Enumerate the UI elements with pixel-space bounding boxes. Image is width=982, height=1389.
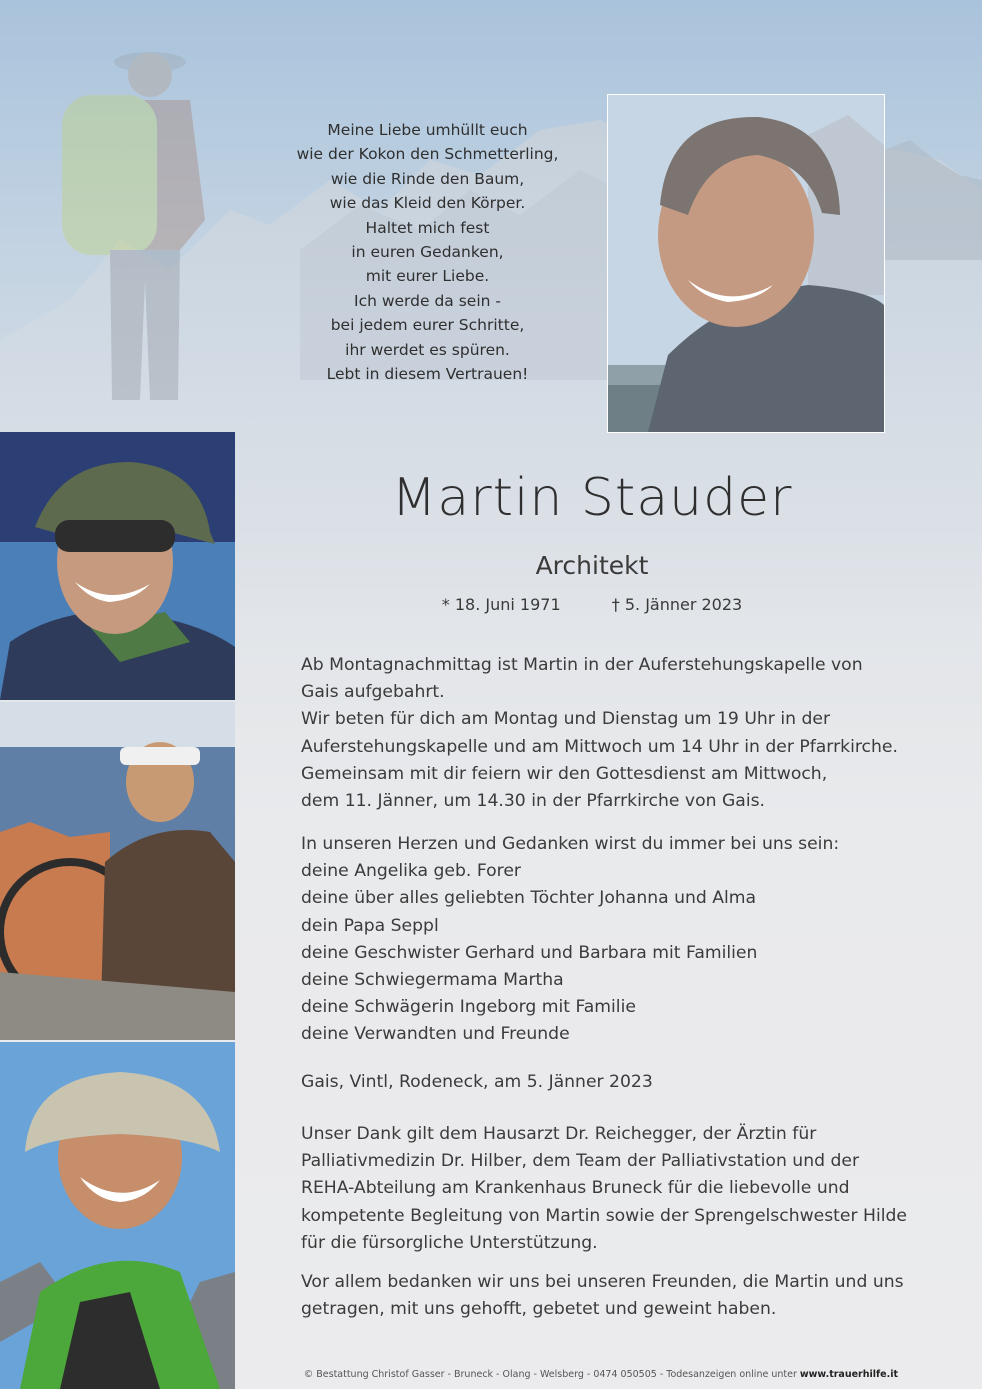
text-line: Wir beten für dich am Montag und Dienstag um 19 Uhr in der <box>301 709 831 730</box>
text-line: Palliativmedizin Dr. Hilber, dem Team der Palliativstation und der <box>301 1151 860 1172</box>
text-line: dem 11. Jänner, um 14.30 in der Pfarrkirche von Gais. <box>301 791 766 812</box>
footer <box>300 1369 898 1380</box>
death-date: † 5. Jänner 2023 <box>611 595 743 614</box>
text-line: getragen, mit uns gehofft, gebetet und geweint haben. <box>301 1299 777 1320</box>
text-line: Unser Dank gilt dem Hausarzt Dr. Reichegger, der Ärztin für <box>301 1124 817 1144</box>
poem-line: mit eurer Liebe. <box>365 267 490 286</box>
portrait-photo <box>607 94 885 433</box>
footer-link[interactable]: www.trauerhilfe.it <box>799 1369 898 1380</box>
photo-steering-boat <box>0 702 235 1040</box>
poem-line: wie das Kleid den Körper. <box>329 194 526 213</box>
closing-paragraph <box>301 1269 904 1323</box>
text-line: REHA-Abteilung am Krankenhaus Bruneck für die liebevolle und <box>301 1178 850 1199</box>
text-line: Gais aufgebahrt. <box>301 682 445 703</box>
poem-line: wie der Kokon den Schmetterling, <box>296 145 559 164</box>
deceased-name: Martin Stauder <box>391 468 793 528</box>
poem-line: ihr werdet es spüren. <box>345 340 510 359</box>
text-line: kompetente Begleitung von Martin sowie der Sprengelschwester Hilde <box>301 1205 907 1226</box>
text-line: Vor allem bedanken wir uns bei unseren Freunden, die Martin und uns <box>301 1272 904 1292</box>
profession: Architekt <box>535 551 649 580</box>
mourner: deine Geschwister Gerhard und Barbara mit Familien <box>301 942 758 963</box>
place-date-text: Gais, Vintl, Rodeneck, am 5. Jänner 2023 <box>301 1072 653 1092</box>
mourner: deine über alles geliebten Töchter Johanna und Alma <box>301 888 757 909</box>
text-line: Auferstehungskapelle und am Mittwoch um 14 Uhr in der Pfarrkirche. <box>301 736 898 757</box>
funeral-info-paragraph <box>301 652 898 815</box>
mourner: dein Papa Seppl <box>301 915 439 936</box>
photo-hiking-hat <box>0 1042 235 1389</box>
poem-line: in euren Gedanken, <box>351 243 504 262</box>
poem-line: wie die Rinde den Baum, <box>330 169 525 188</box>
photo-sailing-cap <box>0 432 235 700</box>
text-line: für die fürsorgliche Unterstützung. <box>301 1232 598 1253</box>
footer-text: © Bestattung Christof Gasser - Bruneck - Olang - Welsberg - 0474 050505 - Todesanzeigen online unter <box>303 1369 800 1380</box>
mourner: deine Verwandten und Freunde <box>301 1024 570 1045</box>
memorial-poem <box>255 118 600 386</box>
poem-line: Haltet mich fest <box>365 218 490 237</box>
mourners-list <box>301 831 885 1049</box>
thanks-paragraph <box>301 1121 907 1257</box>
poem-line: Ich werde da sein - <box>354 291 501 310</box>
text-line: Ab Montagnachmittag ist Martin in der Auferstehungskapelle von <box>301 655 863 675</box>
mourners-intro: In unseren Herzen und Gedanken wirst du immer bei uns sein: <box>301 834 840 854</box>
poem-line: bei jedem eurer Schritte, <box>330 316 525 335</box>
mourner: deine Schwiegermama Martha <box>301 970 564 991</box>
mourner: deine Schwägerin Ingeborg mit Familie <box>301 997 636 1018</box>
mourner: deine Angelika geb. Forer <box>301 861 521 882</box>
birth-date: * 18. Juni 1971 <box>441 595 561 614</box>
poem-line: Lebt in diesem Vertrauen! <box>326 365 529 384</box>
poem-line: Meine Liebe umhüllt euch <box>327 121 528 139</box>
place-date <box>301 1069 885 1096</box>
life-dates <box>300 595 884 614</box>
text-line: Gemeinsam mit dir feiern wir den Gottesdienst am Mittwoch, <box>301 763 828 784</box>
